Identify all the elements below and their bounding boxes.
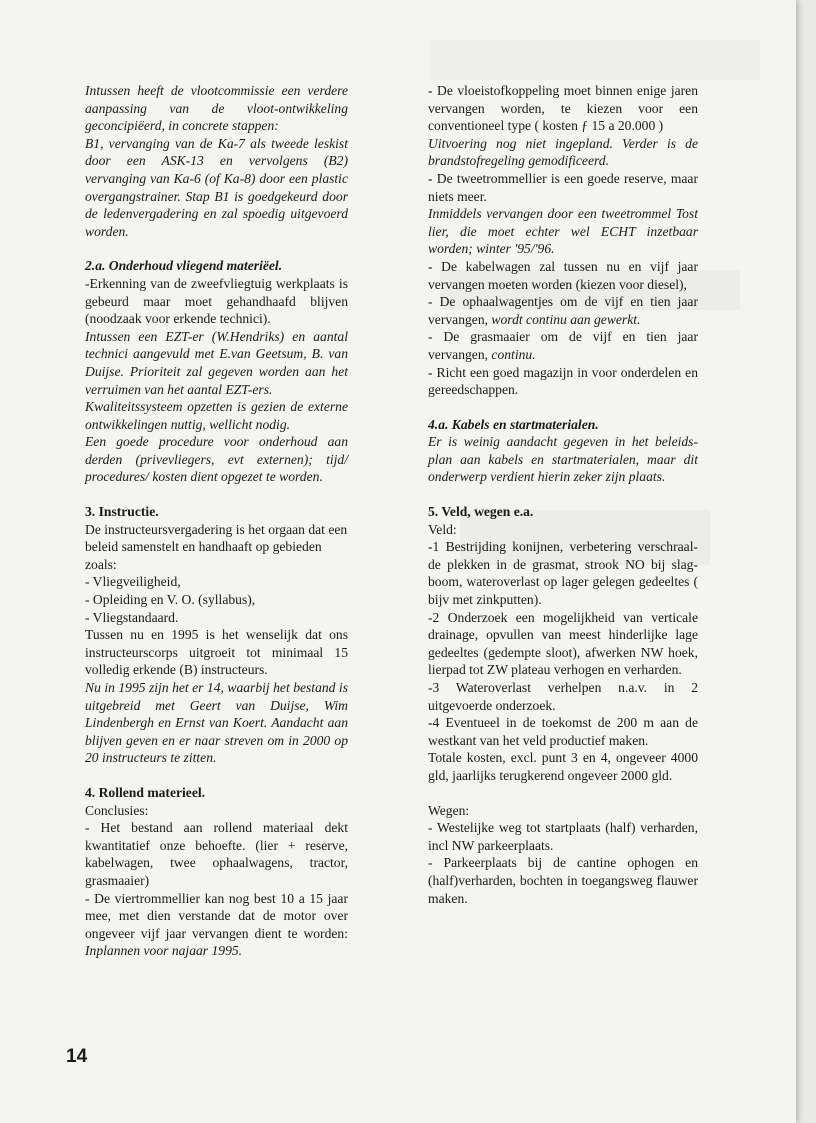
section-2a-line-4: Een goede procedure voor onderhoud aan derden (privevliegers, evt externen); tijd/ procedures/ kosten dient opgezet te worden. [85, 434, 348, 485]
cont-line-8-text: - De grasmaaier om de vijf en tien jaar vervangen, [428, 329, 698, 362]
left-column [85, 82, 348, 960]
section-4-line-1: Conclusies: [85, 802, 149, 818]
section-4-line-3 [85, 890, 348, 960]
veld-label: Veld: [428, 521, 457, 537]
section-2a-line-1: -Erkenning van de zweefvliegtuig werkplaats is gebeurd maar moet gehandhaafd blijven (noodzaak voor erkende technici). [85, 275, 348, 327]
cont-line-8 [428, 328, 698, 363]
cont-line-10: - Richt een goed magazijn in voor onderdelen en gereedschappen. [428, 364, 698, 398]
right-column [428, 82, 698, 907]
cont-line-6 [428, 293, 698, 328]
section-4-line-4: Inplannen voor najaar 1995. [85, 943, 243, 959]
veld-item-4: -4 Eventueel in de toekomst de 200 m aan de westkant van het veld productief maken. [428, 715, 698, 748]
section-4-line-3-text: - De viertrommellier kan nog best 10 a 15 jaar mee, met dien verstande dat de motor over ongeveer vijf jaar vervangen dient te worden: [85, 890, 348, 941]
section-3-line-2: - Vliegveiligheid, [85, 574, 181, 590]
section-3-line-1: De instructeursvergadering is het orgaan dat een beleid samenstelt en handhaaft op gebieden zoals: [85, 521, 348, 572]
cont-line-2: Uitvoering nog niet ingepland. Verder is de brandstofregeling gemodificeerd. [428, 135, 698, 169]
intro-paragraph-1: Intussen heeft de vlootcommissie een verdere aanpassing van de vloot-ontwikkeling geconcipiëerd, in concrete stappen: [85, 83, 348, 134]
section-4-line-2: - Het bestand aan rollend materiaal dekt kwantitatief onze behoefte. (lier + reserve, kabelwagen, twee ophaalwagens, tractor, grasmaaier) [85, 820, 348, 888]
cont-line-5: - De kabelwagen zal tussen nu en vijf jaar vervangen moeten worden (kiezen voor diesel), [428, 258, 698, 292]
wegen-item-2: - Parkeerplaats bij de cantine ophogen en (half)verharden, bochten in toegangsweg flauwer maken. [428, 855, 698, 906]
section-4a-heading: 4.a. Kabels en startmaterialen. [428, 416, 599, 432]
veld-item-1: -1 Bestrijding konijnen, verbetering verschraal-de plekken in de grasmat, strook NO bij slag-boom, wateroverlast op lager gelegen gedeeltes ( bijv met zinkputten). [428, 539, 698, 608]
section-3-line-5: Tussen nu en 1995 is het wenselijk dat ons instructeurscorps uitgroeit tot minimaal 15 volledig erkende (B) instructeurs. [85, 627, 348, 678]
page-number: 14 [66, 1046, 88, 1067]
section-4a-text: Er is weinig aandacht gegeven in het beleids-plan aan kabels en startmaterialen, maar dit onderwerp verdient hierin zeker zijn plaats. [428, 434, 698, 485]
wegen-label: Wegen: [428, 802, 470, 818]
veld-total-costs: Totale kosten, excl. punt 3 en 4, ongeveer 4000 gld, jaarlijks terugkerend ongeveer 2000 gld. [428, 750, 698, 783]
section-3-line-4: - Vliegstandaard. [85, 609, 179, 625]
section-3-line-6: Nu in 1995 zijn het er 14, waarbij het bestand is uitgebreid met Geert van Duijse, Wim Lindenbergh en Ernst van Koert. Aandacht aan blijven geven en er naar streven om in 2000 op 20 instructeurs te zitten. [85, 680, 348, 766]
section-4-heading: 4. Rollend materieel. [85, 784, 206, 800]
cont-line-6-text: - De ophaalwagentjes om de vijf en tien jaar vervangen, [428, 294, 698, 327]
cont-line-4: Inmiddels vervangen door een tweetrommel Tost lier, die moet echter wel ECHT inzetbaar worden; winter '95/'96. [428, 206, 698, 257]
section-3-heading: 3. Instructie. [85, 504, 159, 520]
intro-paragraph-2: B1, vervanging van de Ka-7 als tweede leskist door een ASK-13 en vervolgens (B2) vervanging van Ka-6 (of Ka-8) door een plastic overgangstrainer. Stap B1 is goedgekeurd door de ledenvergadering en zal spoedig uitgevoerd worden. [85, 135, 348, 239]
wegen-item-1: - Westelijke weg tot startplaats (half) verharden, incl NW parkeerplaats. [428, 820, 698, 853]
cont-line-3: - De tweetrommellier is een goede reserve, maar niets meer. [428, 170, 698, 204]
section-3-line-3: - Opleiding en V. O. (syllabus), [85, 592, 256, 608]
section-2a-line-2: Intussen een EZT-er (W.Hendriks) en aantal technici aangevuld met E.van Geetsum, B. van Duijse. Prioriteit zal gegeven worden aan het verruimen van het aantal EZT-ers. [85, 328, 348, 397]
cont-line-1: - De vloeistofkoppeling moet binnen enige jaren vervangen worden, te kiezen voor een conventioneel type ( kosten ƒ 15 a 20.000 ) [428, 83, 698, 134]
section-2a-line-3: Kwaliteitssysteem opzetten is gezien de externe ontwikkelingen nuttig, wellicht nodig. [85, 399, 348, 432]
veld-item-3: -3 Wateroverlast verhelpen n.a.v. in 2 uitgevoerde onderzoek. [428, 680, 698, 713]
section-2a-heading: 2.a. Onderhoud vliegend materiëel. [85, 258, 283, 274]
section-5-heading: 5. Veld, wegen e.a. [428, 504, 534, 520]
veld-item-2: -2 Onderzoek een mogelijkheid van verticale drainage, opvullen van meest hinderlijke lage gedeeltes (gedempte sloot), afwerken NW hoek, lierpad tot ZW plateau verhogen en verharden. [428, 609, 698, 678]
cont-line-7: wordt continu aan gewerkt. [491, 311, 641, 327]
cont-line-9: continu. [491, 346, 536, 362]
